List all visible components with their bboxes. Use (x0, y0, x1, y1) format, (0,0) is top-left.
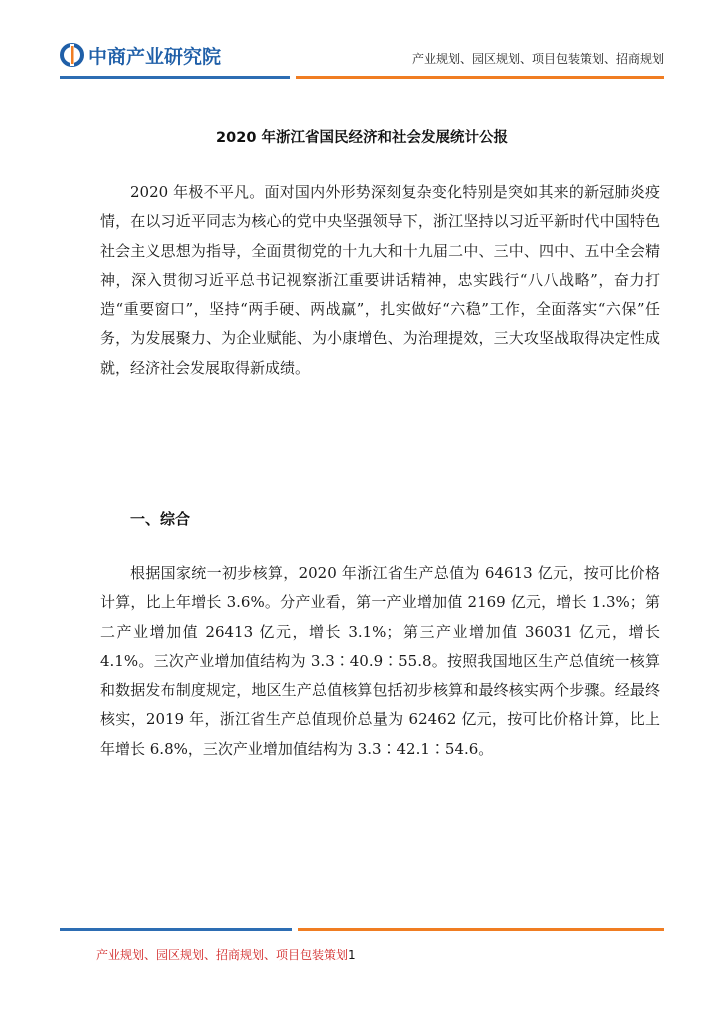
intro-paragraph: 2020 年极不平凡。面对国内外形势深刻复杂变化特别是突如其来的新冠肺炎疫情，在以习近平同志为核心的党中央坚强领导下，浙江坚持以习近平新时代中国特色社会主义思想为指导，全面贯彻党的十九大和十九届二中、三中、四中、五中全会精神，深入贯彻习近平总书记视察浙江重要讲话精神，忠实践行“八八战略”，奋力打造“重要窗口”，坚持“两手硬、两战赢”，扎实做好“六稳”工作，全面落实“六保”任务，为发展聚力、为企业赋能、为小康增色、为治理提效，三大攻坚战取得决定性成就，经济社会发展取得新成绩。 (100, 183, 660, 377)
logo-icon (60, 43, 84, 67)
header-tagline: 产业规划、园区规划、项目包装策划、招商规划 (411, 52, 664, 66)
header-divider-blue (60, 76, 290, 79)
footer-divider-blue (60, 928, 292, 931)
section-heading-overview: 一、综合 (130, 510, 191, 528)
page-header (60, 38, 664, 82)
footer-divider-orange (298, 928, 664, 931)
footer-text (96, 946, 356, 963)
header-divider-orange (296, 76, 664, 79)
page-footer (60, 928, 664, 968)
footer-services: 产业规划、园区规划、招商规划、项目包装策划 (96, 948, 349, 962)
section-overview-paragraph: 根据国家统一初步核算，2020 年浙江省生产总值为 64613 亿元，按可比价格计算，比上年增长 3.6%。分产业看，第一产业增加值 2169 亿元，增长 1.3%；第二产业增加值 26413 亿元，增长 3.1%；第三产业增加值 36031 亿元，增长 4.1%。三次产业增加值结构为 3.3∶40.9∶55.8。按照我国地区生产总值统一核算和数据发布制度规定，地区生产总值核算包括初步核算和最终核实两个步骤。经最终核实，2019 年，浙江省生产总值现价总量为 62462 亿元，按可比价格计算，比上年增长 6.8%，三次产业增加值结构为 3.3∶42.1∶54.6。 (100, 564, 660, 758)
page-number: 1 (348, 948, 356, 962)
logo-text: 中商产业研究院 (88, 45, 222, 68)
company-logo[interactable] (60, 42, 221, 68)
document-title: 2020 年浙江省国民经济和社会发展统计公报 (216, 130, 508, 146)
